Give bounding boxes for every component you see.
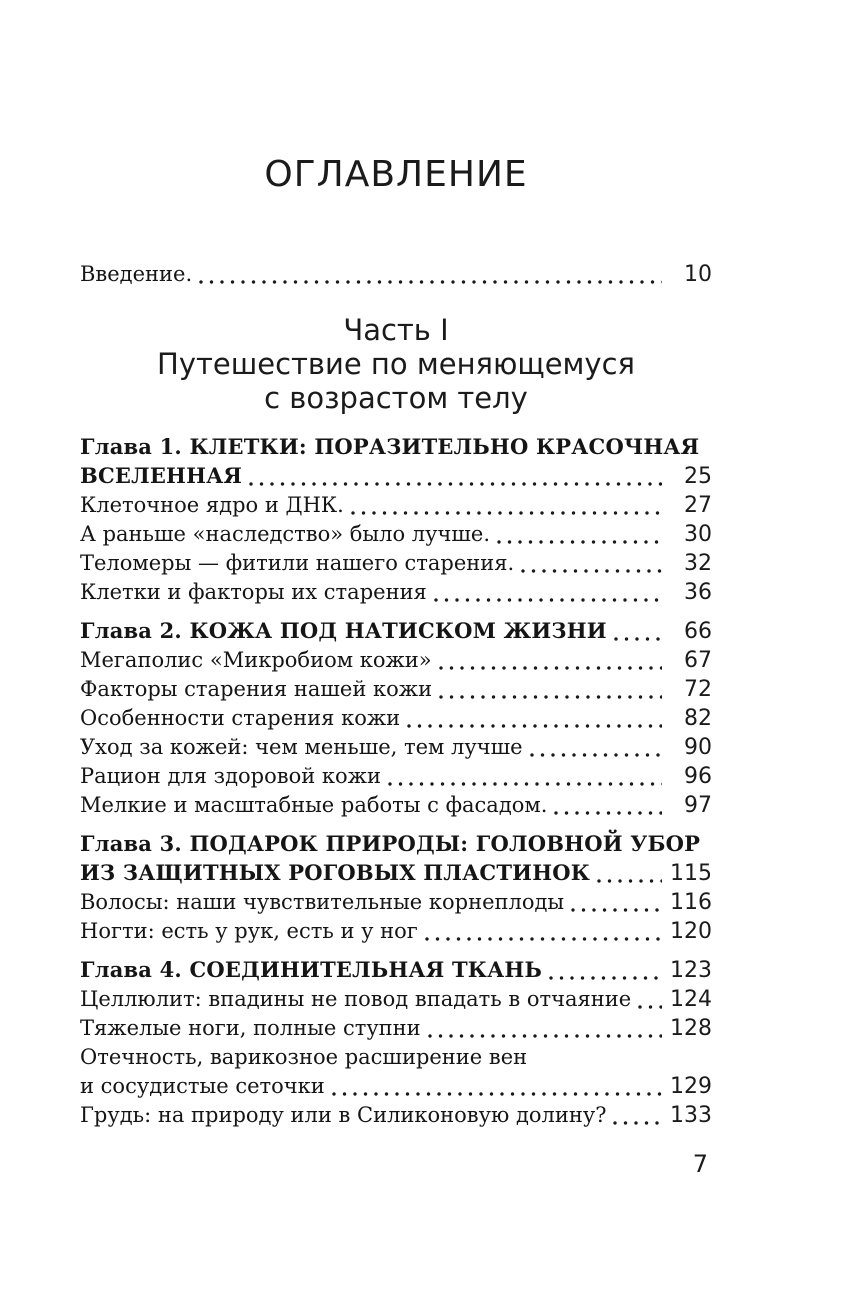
toc-entry-title: Введение. (80, 262, 193, 286)
toc-entry-title: и сосудистые сеточки (80, 1074, 325, 1098)
toc-entry-page: 115 (670, 861, 712, 886)
toc-entry (80, 829, 712, 858)
toc-entry-page: 120 (670, 919, 712, 944)
toc-entry (80, 858, 712, 888)
dot-leader (497, 540, 662, 544)
toc-entry-intro (80, 260, 712, 289)
toc-entry-page: 128 (670, 1016, 712, 1041)
toc-entry-title: Мелкие и масштабные работы с фасадом. (80, 793, 548, 817)
toc-entry-title: Глава 3. ПОДАРОК ПРИРОДЫ: ГОЛОВНОЙ УБОР (80, 831, 701, 856)
toc-entry (80, 704, 712, 733)
toc-entry-page: 124 (670, 987, 712, 1012)
page-title: ОГЛАВЛЕНИЕ (264, 154, 528, 195)
toc-entry (80, 917, 712, 946)
toc-entry-page: 32 (684, 551, 712, 576)
toc-entry (80, 985, 712, 1014)
toc-entry-title: Волосы: наши чувствительные корнеплоды (80, 890, 565, 914)
toc-entry-page: 116 (670, 890, 712, 915)
toc-entry-title: Клеточное ядро и ДНК. (80, 493, 344, 517)
toc-entry-title: ИЗ ЗАЩИТНЫХ РОГОВЫХ ПЛАСТИНОК (80, 860, 591, 885)
dot-leader (351, 511, 662, 515)
toc-entry-page: 25 (684, 464, 712, 489)
dot-leader (554, 811, 662, 815)
toc-entry (80, 1101, 712, 1130)
dot-leader (638, 1005, 662, 1009)
dot-leader (549, 976, 662, 980)
toc-entry (80, 675, 712, 704)
table-of-contents (80, 432, 712, 1130)
dot-leader (521, 569, 662, 573)
toc-intro-block (80, 260, 712, 289)
part-heading-line: Часть I (343, 313, 449, 347)
toc-entry-title: Тяжелые ноги, полные ступни (80, 1016, 421, 1040)
toc-entry-title: Грудь: на природу или в Силиконовую долину? (80, 1103, 607, 1127)
toc-entry (80, 578, 712, 607)
part-heading-line: Путешествие по меняющемуся (157, 347, 635, 381)
toc-entry (80, 955, 712, 985)
dot-leader (425, 937, 662, 941)
toc-entry-title: Мегаполис «Микробиом кожи» (80, 648, 432, 672)
toc-entry-title: Рацион для здоровой кожи (80, 764, 381, 788)
toc-entry-page: 10 (684, 262, 712, 287)
dot-leader (388, 782, 662, 786)
dot-leader (407, 724, 662, 728)
toc-entry (80, 1014, 712, 1043)
dot-leader (439, 695, 662, 699)
toc-entry-page: 96 (684, 764, 712, 789)
toc-content (80, 0, 712, 1130)
toc-entry (80, 520, 712, 549)
toc-entry-title: Клетки и факторы их старения (80, 580, 427, 604)
toc-entry-page: 27 (684, 493, 712, 518)
dot-leader (439, 666, 662, 670)
toc-entry-title: Глава 2. КОЖА ПОД НАТИСКОМ ЖИЗНИ (80, 618, 607, 643)
dot-leader (434, 598, 662, 602)
toc-entry (80, 616, 712, 646)
dot-leader (530, 753, 662, 757)
dot-leader (199, 280, 662, 284)
toc-entry (80, 888, 712, 917)
dot-leader (249, 482, 662, 486)
toc-entry-page: 66 (684, 619, 712, 644)
toc-entry-page: 30 (684, 522, 712, 547)
toc-entry (80, 1072, 712, 1101)
toc-entry-page: 97 (684, 793, 712, 818)
page-folio-number: 7 (692, 1150, 708, 1178)
toc-entry (80, 733, 712, 762)
dot-leader (428, 1034, 662, 1038)
toc-entry-title: Уход за кожей: чем меньше, тем лучше (80, 735, 523, 759)
toc-entry-page: 129 (670, 1074, 712, 1099)
dot-leader (597, 879, 662, 883)
toc-entry-title: Отечность, варикозное расширение вен (80, 1045, 528, 1069)
toc-entry-title: ВСЕЛЕННАЯ (80, 463, 243, 488)
dot-leader (332, 1092, 662, 1096)
toc-entry (80, 646, 712, 675)
toc-entry-title: Теломеры — фитили нашего старения. (80, 551, 515, 575)
toc-entry-page: 123 (670, 958, 712, 983)
toc-entry (80, 791, 712, 820)
dot-leader (614, 637, 662, 641)
toc-entry-page: 82 (684, 706, 712, 731)
toc-entry (80, 1043, 712, 1072)
toc-entry (80, 491, 712, 520)
toc-entry-title: А раньше «наследство» было лучше. (80, 522, 491, 546)
toc-entry-title: Особенности старения кожи (80, 706, 401, 730)
toc-entry-page: 133 (670, 1103, 712, 1128)
toc-entry-title: Факторы старения нашей кожи (80, 677, 433, 701)
toc-entry-title: Глава 1. КЛЕТКИ: ПОРАЗИТЕЛЬНО КРАСОЧНАЯ (80, 434, 700, 459)
part-heading (80, 313, 712, 415)
toc-entry (80, 432, 712, 461)
toc-entry (80, 549, 712, 578)
toc-entry-page: 67 (684, 648, 712, 673)
toc-entry-page: 72 (684, 677, 712, 702)
dot-leader (571, 908, 662, 912)
toc-entry-page: 90 (684, 735, 712, 760)
toc-entry-title: Глава 4. СОЕДИНИТЕЛЬНАЯ ТКАНЬ (80, 957, 542, 982)
toc-entry-page: 36 (684, 580, 712, 605)
toc-entry (80, 762, 712, 791)
toc-entry-title: Ногти: есть у рук, есть и у ног (80, 919, 418, 943)
toc-entry (80, 461, 712, 491)
toc-entry-title: Целлюлит: впадины не повод впадать в отчаяние (80, 987, 632, 1011)
part-heading-line: с возрастом телу (264, 381, 528, 415)
dot-leader (613, 1121, 662, 1125)
